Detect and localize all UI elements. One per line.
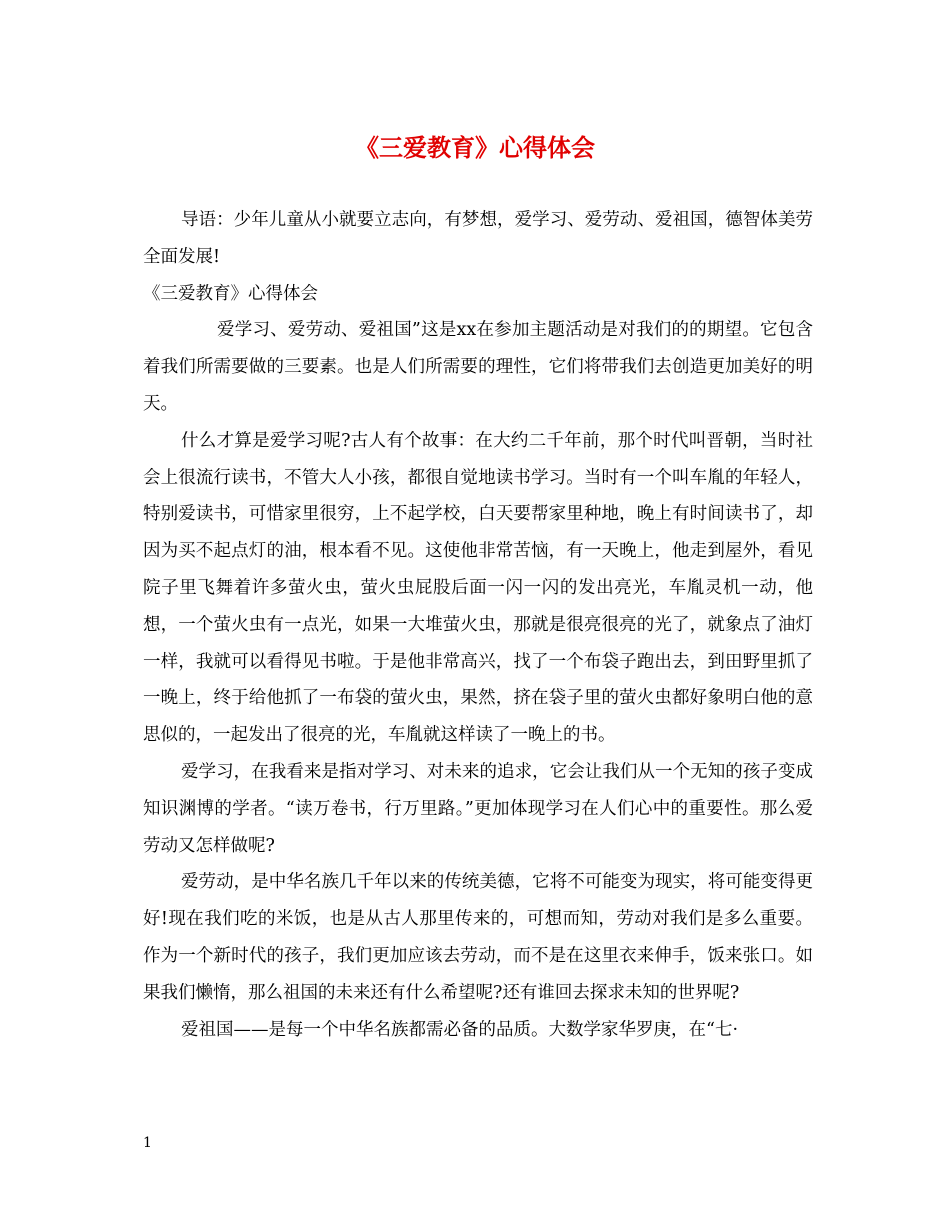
body-paragraph: 什么才算是爱学习呢?古人有个故事：在大约二千年前，那个时代叫晋朝，当时社会上很流行读书，不管大人小孩，都很自觉地读书学习。当时有一个叫车胤的年轻人，特别爱读书，可惜家里很穷，上不起学校，白天要帮家里种地，晚上有时间读书了，却因为买不起点灯的油，根本看不见。这使他非常苦恼，有一天晚上，他走到屋外，看见院子里飞舞着许多萤火虫，萤火虫屁股后面一闪一闪的发出亮光，车胤灵机一动，他想，一个萤火虫有一点光，如果一大堆萤火虫，那就是很亮很亮的光了，就象点了油灯一样，我就可以看得见书啦。于是他非常高兴，找了一个布袋子跑出去，到田野里抓了一晚上，终于给他抓了一布袋的萤火虫，果然，挤在袋子里的萤火虫都好象明白他的意思似的，一起发出了很亮的光，车胤就这样读了一晚上的书。: [143, 430, 813, 746]
body-paragraph: 爱祖国——是每一个中华名族都需必备的品质。大数学家华罗庚，在“七·: [181, 1019, 739, 1040]
subtitle-line: 《三爱教育》心得体会: [143, 283, 318, 304]
body-paragraph: 爱劳动，是中华名族几千年以来的传统美德，它将不可能变为现实，将可能变得更好!现在我们吃的米饭，也是从古人那里传来的，可想而知，劳动对我们是多么重要。作为一个新时代的孩子，我们更加应该去劳动，而不是在这里衣来伸手，饭来张口。如果我们懒惰，那么祖国的未来还有什么希望呢?还有谁回去探求未知的世界呢?: [143, 872, 813, 1003]
document-body: [143, 202, 813, 1048]
document-title: 《三爱教育》心得体会: [355, 133, 595, 162]
body-paragraph: 爱学习，在我看来是指对学习、对未来的追求，它会让我们从一个无知的孩子变成知识渊博的学者。“读万卷书，行万里路。”更加体现学习在人们心中的重要性。那么爱劳动又怎样做呢?: [143, 761, 813, 856]
intro-paragraph: 导语：少年儿童从小就要立志向，有梦想，爱学习、爱劳动、爱祖国，德智体美劳全面发展!: [143, 210, 813, 267]
page-number: 1: [143, 1135, 152, 1151]
body-paragraph: 爱学习、爱劳动、爱祖国”这是xx在参加主题活动是对我们的的期望。它包含着我们所需要做的三要素。也是人们所需要的理性，它们将带我们去创造更加美好的明天。: [143, 320, 813, 414]
